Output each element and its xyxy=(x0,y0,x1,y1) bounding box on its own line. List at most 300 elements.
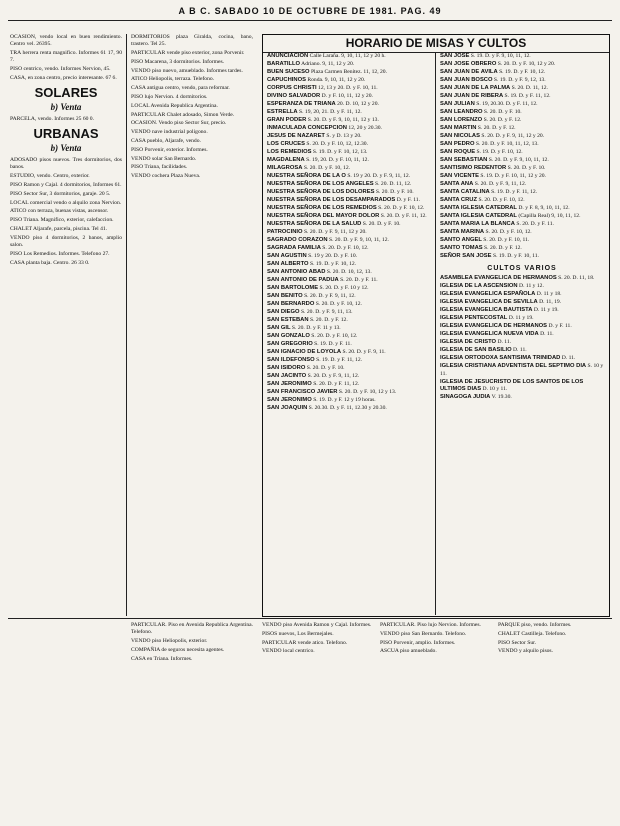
mass-entry xyxy=(440,77,604,84)
mass-entry-name: INMACULADA CONCEPCION xyxy=(267,125,347,131)
mass-entry-times: S. 20. D. y F. 10, 12. xyxy=(311,333,358,339)
mass-entry xyxy=(440,157,604,164)
mass-entry xyxy=(440,253,604,260)
mass-entry-times: D. 11. xyxy=(561,355,576,362)
mass-entry-name: SANTA CATALINA xyxy=(440,189,490,195)
mass-entry-name: SANTA IGLESIA CATEDRAL xyxy=(440,213,517,219)
mass-entry-name: IGLESIA DE JESUCRISTO DE LOS SANTOS DE LOS ULTIMOS DIAS xyxy=(440,378,584,392)
classified-ad: ADOSADO pisos nuevos. Tres dormitorios, dos banos. xyxy=(10,157,122,171)
mass-entry-times: (Capilla Real) 9, 10, 11, 12. xyxy=(518,213,581,219)
mass-entry-name: IGLESIA EVANGELICA BAUTISTA xyxy=(440,307,533,314)
mass-entry xyxy=(440,101,604,108)
mass-entry-name: IGLESIA DE CRISTO xyxy=(440,339,497,346)
page-header: A B C. SABADO 10 DE OCTUBRE DE 1981. PAG. 49 xyxy=(178,6,442,16)
classified-ad: VENDO local centrico. xyxy=(262,648,315,655)
mass-entry xyxy=(267,373,431,380)
classified-ad: PARQUE piso, vendo. Informes. xyxy=(498,622,572,628)
mass-entry-times: S. 20. D. y F. 10, 12 y 20. xyxy=(497,61,556,67)
horario-title: HORARIO DE MISAS Y CULTOS xyxy=(345,36,527,50)
classified-ad: VENDO piso San Bernardo. Telefono. xyxy=(380,630,467,637)
classified-ad: PISOS nuevos, Los Bermejales. xyxy=(262,630,334,637)
header-rule xyxy=(8,20,612,21)
classified-ad: PARTICULAR. Piso lujo Nervion. Informes. xyxy=(380,622,481,628)
classified-ad: PISO Los Remedios. Informes. Telefono 27. xyxy=(10,250,110,257)
mass-entry-name: IGLESIA DE SAN BASILIO xyxy=(440,347,512,354)
mass-entry xyxy=(267,325,431,332)
mass-entry-name: SAN LEANDRO xyxy=(440,109,483,115)
mass-entry-times: S. 20. D. y F. 12. xyxy=(309,317,348,323)
mass-entry xyxy=(440,109,604,116)
mass-entry-name: SANTA ANA xyxy=(440,181,474,187)
classified-ad: VENDO piso Avenida Ramon y Cajal. Informes. xyxy=(262,622,372,628)
mass-entry-times: S. 19. D. y F. 12 y 19 horas. xyxy=(313,397,376,403)
mass-entry-times: S. 20. D. y F. 10, 12, 12.30. xyxy=(306,141,368,147)
mass-entry-name: MILAGROSA xyxy=(267,165,303,171)
mass-entry-times: S. 20. D. y F. 10, 12. xyxy=(378,205,425,211)
mass-entry xyxy=(440,355,604,362)
mass-entry xyxy=(440,275,604,282)
mass-entry-times: S. y D. 13 y 20. xyxy=(326,133,362,139)
mass-entry xyxy=(267,381,431,388)
mass-entry-name: SAN JOSE xyxy=(440,53,470,59)
mass-entry-name: BUEN SUCESO xyxy=(267,69,310,75)
mass-entry-name: SAN BARTOLOME xyxy=(267,285,319,291)
mass-entry xyxy=(267,85,431,92)
mass-entry-times: S. 20. D. y F. 10, 12. xyxy=(315,301,362,307)
classified-ad: CHALET Castilleja. Telefono. xyxy=(498,630,567,637)
mass-entry-name: SAN JULIAN xyxy=(440,101,475,107)
mass-entry xyxy=(440,394,604,401)
mass-entry-times: D. 11, 19. xyxy=(539,299,562,306)
classified-ad: OCASION, vendo local en buen rendimiento. Centro vel. 26395. xyxy=(10,34,122,48)
mass-entry xyxy=(440,299,604,306)
mass-entry xyxy=(267,333,431,340)
mass-entry-times: S. 20. D. y F. 11, 12. xyxy=(313,381,360,387)
mass-entry xyxy=(267,349,431,356)
mass-entry-name: ESTRELLA xyxy=(267,109,298,115)
mass-entry-times: S. 19. D. y F. 9, 12, 13. xyxy=(493,77,546,83)
mass-entry-times: S. 20. D. y F. 12. xyxy=(484,245,522,251)
mass-entry-times: S. 19, 20.30. D. y F. 11, 12. xyxy=(476,101,538,107)
section-solares-sub: b) Venta xyxy=(50,102,82,112)
mass-entry-name: DIVINO SALVADOR xyxy=(267,93,321,99)
mass-entry xyxy=(267,77,431,84)
mass-entry-name: SAN DIEGO xyxy=(267,309,300,315)
mass-entry xyxy=(440,245,604,252)
mass-entry-times: S. 20. D. y F. 9, 11, 12 y 20. xyxy=(303,229,367,235)
mass-entry xyxy=(267,101,431,108)
mass-entry-name: NUESTRA SEÑORA DE LOS ANGELES xyxy=(267,181,374,187)
mass-entry-times: S. 20. D. y F. 9, 10, 11, 12. xyxy=(488,157,549,163)
mass-entry-name: SAN IGNACIO DE LOYOLA xyxy=(267,349,342,355)
mass-entry xyxy=(440,363,604,377)
mass-entry xyxy=(267,197,431,204)
mass-entry-times: Plaza Carmen Benitez. 11, 12, 20. xyxy=(310,69,388,75)
mass-entry-times: 12, 20 y 20.30. xyxy=(348,125,382,131)
mass-entry-times: Adriano. 9, 11, 12 y 20. xyxy=(301,61,355,67)
mass-entry-name: SAGRADA FAMILIA xyxy=(267,245,321,251)
mass-entry-name: ASAMBLEA EVANGELICA DE HERMANOS xyxy=(440,275,557,282)
mass-entry xyxy=(267,133,431,140)
mass-entry-name: SANTA MARIA LA BLANCA xyxy=(440,221,515,227)
mass-entry-times: V. 19.30. xyxy=(491,393,512,400)
mass-entry-name: SAN JUAN DE AVILA xyxy=(440,69,498,75)
mass-entry-times: D. 11 y 19. xyxy=(508,315,534,322)
mass-entry xyxy=(267,189,431,196)
mass-entry-times: S. 20. D. y F. 10, 12. xyxy=(485,229,532,235)
horario-box xyxy=(262,34,610,617)
mass-entry-times: S. 19. D. y F. 10, 12. xyxy=(499,69,546,75)
mass-entry xyxy=(267,229,431,236)
mass-entry-name: CORPUS CHRISTI xyxy=(267,85,317,91)
mass-entry-times: D. 11. xyxy=(540,331,554,338)
mass-entry-name: IGLESIA EVANGELICA DE SEVILLA xyxy=(440,299,538,306)
mass-entry xyxy=(267,125,431,132)
mass-entry-name: SEÑOR SAN JOSE xyxy=(440,253,492,259)
mass-entry-name: NUESTRA SEÑORA DE LA O xyxy=(267,173,346,179)
classified-ad: DORMITORIOS plaza Giralda, cocina, bano, trastero. Tel 25. xyxy=(131,34,253,48)
mass-entry xyxy=(267,357,431,364)
mass-entry-name: SAN FRANCISCO JAVIER xyxy=(267,389,338,395)
mass-entry-times: Ronda. 9, 10, 11, 12 y 20. xyxy=(307,77,366,83)
mass-entry xyxy=(267,253,431,260)
classified-ad: VENDO piso nuevo, amueblado. Informes tardes. xyxy=(131,67,243,74)
mass-entry-times: D. 10 y 11. xyxy=(482,385,508,392)
classified-ad: PISO Macarena, 3 dormitorios. Informes. xyxy=(131,58,225,65)
mass-entry-times: S. 20. D. y F. 11, 12. xyxy=(380,213,427,219)
classified-ad: PISO centrico, vendo. Informes Nervion, 45. xyxy=(10,66,111,72)
mass-entry xyxy=(267,221,431,228)
mass-entry-name: SAN ALBERTO xyxy=(267,261,309,267)
mass-entry-times: S. 10 y 11. xyxy=(440,363,604,377)
classified-ad: PARCELA, vendo. Informes 25 60 0. xyxy=(10,116,95,122)
mass-entry xyxy=(440,165,604,172)
mass-entry-name: SANTA MARINA xyxy=(440,229,485,235)
mass-entry-times: S. 19. D. y F. 11, 12. xyxy=(504,93,551,99)
mass-entry xyxy=(267,341,431,348)
mass-entry-times: S. 19 y 20. D. y F. 10. xyxy=(308,253,358,259)
mass-entry xyxy=(267,405,431,412)
mass-entry xyxy=(440,69,604,76)
mass-entry xyxy=(267,309,431,316)
mass-entry-name: BARATILLO xyxy=(267,61,301,67)
mass-entry-times: D. y F. 11. xyxy=(396,197,420,203)
mass-entry xyxy=(267,237,431,244)
mass-entry-name: SAN ANTONIO DE PADUA xyxy=(267,277,339,283)
mass-entry xyxy=(440,149,604,156)
mass-entry xyxy=(440,213,604,220)
mass-entry-name: NUESTRA SEÑORA DEL MAYOR DOLOR xyxy=(267,213,380,219)
mass-entry-name: NUESTRA SEÑORA DE LOS DOLORES xyxy=(267,189,375,195)
classified-ad: PARTICULAR vende piso exterior, zona Porvenir. xyxy=(131,50,245,56)
mass-entry-times: S. 19. D. y F. 9, 10, 11, 12. xyxy=(470,53,531,59)
mass-entry xyxy=(440,61,604,68)
mass-entry-name: NUESTRA SEÑORA DE LOS DESAMPARADOS xyxy=(267,197,396,203)
mass-entry xyxy=(440,347,604,354)
mass-entry-name: SAN JOSE OBRERO xyxy=(440,61,497,67)
mass-entry-times: S. 20. D. 11, 18. xyxy=(558,275,595,282)
classified-ad: LOCAL comercial vendo o alquilo zona Nervion. xyxy=(10,199,122,206)
classified-ad: CASA pueblo, Aljarafe, vendo. xyxy=(131,137,201,144)
mass-entry-name: SAN JUAN DE RIBERA xyxy=(440,93,504,99)
mass-entry-name: SAN LORENZO xyxy=(440,117,483,123)
mass-entry-name: SAN ILDEFONSO xyxy=(267,357,315,363)
mass-entry xyxy=(440,379,604,393)
mass-entry-times: S. 20. D. y F. 9, 11, 13. xyxy=(300,309,353,315)
mass-entry-times: Calle Laraña. 9, 10, 11, 12 y 20 h. xyxy=(309,53,386,59)
mass-entry-times: S. 20. D. y F. 11 y 13. xyxy=(291,325,341,331)
mass-entry-name: JESUS DE NAZARET xyxy=(267,133,325,139)
mass-entry-times: S. 20. D. y F. 9, 11, 12 y 20. xyxy=(481,133,545,139)
mass-entry xyxy=(440,85,604,92)
mass-entry-times: S. 20. D. y F. 9, 11, 12. xyxy=(304,293,356,299)
mass-entry-name: ESPERANZA DE TRIANA xyxy=(267,101,336,107)
classifieds-column-1 xyxy=(10,34,122,616)
horario-divider xyxy=(435,53,436,615)
mass-entry-name: SAN PEDRO xyxy=(440,141,475,147)
mass-entry-name: MAGDALENA xyxy=(267,157,305,163)
mass-entry-name: SAN GIL xyxy=(267,325,291,331)
classified-ad: CASA planta baja. Centro. 26 33 0. xyxy=(10,259,90,266)
mass-entry-times: S. 20. D. y F. 10. xyxy=(483,109,522,115)
mass-entry xyxy=(267,117,431,124)
mass-entry xyxy=(440,189,604,196)
mass-entry-name: CAPUCHINOS xyxy=(267,77,306,83)
classified-ad: VENDO nave industrial poligono. xyxy=(131,129,208,136)
mass-entry xyxy=(440,291,604,298)
mass-entry xyxy=(440,237,604,244)
mass-entry-times: S. 19, 20, 21. D. y F. 11, 12. xyxy=(299,109,362,115)
mass-entry-name: LOS REMEDIOS xyxy=(267,149,312,155)
mass-entry-name: SAN JUAN DE LA PALMA xyxy=(440,85,511,91)
classified-ad: LOCAL Avenida Republica Argentina. xyxy=(131,102,218,109)
cultos-varios-title: CULTOS VARIOS xyxy=(487,265,557,273)
mass-entry-times: S. 20. D. y F. 10, 12. xyxy=(303,165,351,171)
mass-entry-times: D. 11 y 19. xyxy=(533,307,559,314)
classified-ad: OCASION. Vendo piso Sector Sur, precio. xyxy=(131,120,227,127)
mass-entry-name: ANUNCIACION xyxy=(267,53,309,59)
mass-entry-times: D. 11 y 18. xyxy=(536,291,562,298)
mass-entry-times: D. y F. 10, 11, 12 y 20. xyxy=(321,93,373,99)
mass-entry-name: SAN BERNARDO xyxy=(267,301,315,307)
mass-entry xyxy=(440,221,604,228)
mass-entry-times: D. y F. 8, 9, 10, 11, 12. xyxy=(518,205,570,211)
classified-ad: ATICO con terraza, buenas vistas, ascensor. xyxy=(10,208,109,215)
classified-ad: CHALET Aljarafe, parcela, piscina. Tel 41. xyxy=(10,225,108,232)
classified-ad: PISO lujo Nervion. 4 dormitorios. xyxy=(131,93,208,100)
mass-entry xyxy=(267,365,431,372)
mass-entry xyxy=(440,197,604,204)
mass-entry-name: SAN GONZALO xyxy=(267,333,310,339)
mass-entry-name: SANTA IGLESIA CATEDRAL xyxy=(440,205,517,211)
mass-entry xyxy=(267,269,431,276)
mass-entry-times: S. 20. D. 10, 12, 13. xyxy=(326,269,372,275)
mass-entry-name: SINAGOGA JUDIA xyxy=(440,393,491,400)
mass-entry-times: D. y F. 11. xyxy=(548,323,572,330)
mass-entry-name: SANTO TOMAS xyxy=(440,245,483,251)
classified-ad: CASA, en zona centro, precio interesante. 67 6. xyxy=(10,74,117,81)
mass-entry xyxy=(267,69,431,76)
mass-entry-times: S. 20. D. y F. 10, 12. xyxy=(478,197,525,203)
mass-entry-name: SAGRADO CORAZON xyxy=(267,237,328,243)
mass-entry xyxy=(267,285,431,292)
mass-entry-name: IGLESIA EVANGELICA NUEVA VIDA xyxy=(440,331,539,338)
mass-entry-times: D. 11. xyxy=(497,339,512,346)
mass-entry xyxy=(440,141,604,148)
mass-entry xyxy=(267,61,431,68)
mass-entry-name: NUESTRA SEÑORA DE LOS REMEDIOS xyxy=(267,205,377,211)
mass-entry-name: LOS CRUCES xyxy=(267,141,306,147)
mass-entry xyxy=(267,149,431,156)
classified-ad: PARTICULAR. Piso en Avenida Republica Argentina. Telefono. xyxy=(131,622,253,636)
mass-entry-name: SAN JERONIMO xyxy=(267,381,312,387)
classified-ad: PISO Sector Sur, 3 dormitorios, garaje. 20 5. xyxy=(10,190,111,197)
mass-entry xyxy=(440,331,604,338)
mass-entry-name: IGLESIA EVANGELICA DE HERMANOS xyxy=(440,323,548,330)
horario-right-column xyxy=(440,53,604,613)
mass-entry xyxy=(267,245,431,252)
mass-entry-times: S. 20. D. y F. 10. xyxy=(507,165,546,171)
mass-entry-name: SAN JACINTO xyxy=(267,373,307,379)
classified-ad: ATICO Heliopolis, terraza. Telefono. xyxy=(131,76,215,83)
mass-entry-name: SAN ESTEBAN xyxy=(267,317,309,323)
mass-entry xyxy=(440,315,604,322)
mass-entry xyxy=(440,205,604,212)
classified-ad: ASCUA piso amueblado. xyxy=(380,648,437,655)
mass-entry xyxy=(267,389,431,396)
bottom-column-4 xyxy=(498,622,610,818)
bottom-column-2 xyxy=(262,622,374,818)
mass-entry xyxy=(440,125,604,132)
mass-entry-times: S. 20. D. y F. 9, 11, 12. xyxy=(474,181,527,187)
mass-entry xyxy=(440,339,604,346)
bottom-column-1 xyxy=(131,622,253,818)
mass-entry-times: S. 20. D. y F. 11. xyxy=(340,277,378,283)
classified-ad: VENDO cochera Plaza Nueva. xyxy=(131,173,201,180)
mass-entry-name: SANTISIMO REDENTOR xyxy=(440,165,507,171)
mass-entry-name: IGLESIA CRISTIANA ADVENTISTA DEL SEPTIMO DIA xyxy=(440,363,587,370)
mass-entry-name: SANTA CRUZ xyxy=(440,197,478,203)
classified-ad: PISO Triana, facilidades. xyxy=(131,164,188,171)
mass-entry-times: S. 20. D. y F. 9, 10, 11, 12. xyxy=(328,237,389,243)
mass-entry xyxy=(267,157,431,164)
mass-entry-name: SAN JUAN BOSCO xyxy=(440,77,493,83)
classified-ad: VENDO y alquilo pisos. xyxy=(498,648,554,655)
mass-entry-name: SAN BENITO xyxy=(267,293,303,299)
mass-entry-name: SAN ISIDORO xyxy=(267,365,306,371)
mass-entry-name: GRAN PODER xyxy=(267,117,307,123)
mass-entry xyxy=(440,307,604,314)
classified-ad: PISO Ramon y Cajal. 4 dormitorios, Informes 61. xyxy=(10,182,122,188)
mass-entry-name: SANTO ANGEL xyxy=(440,237,482,243)
mass-entry xyxy=(267,165,431,172)
classified-ad: PISO Triana. Magnifico, exterior, calefaccion. xyxy=(10,217,114,224)
mass-entry-name: IGLESIA DE LA ASCENSION xyxy=(440,283,518,290)
classified-ad: VENDO piso 4 dormitorios, 2 banos, amplio salon. xyxy=(10,234,122,248)
classified-ad: CASA antigua centro, vendo, para reformar. xyxy=(131,85,230,92)
mass-entry-times: S. 20.30. D. y F. 11, 12.30 y 20.30. xyxy=(308,405,387,411)
mass-entry-times: S. 20. D. y F. 10, 11, 12, 13. xyxy=(475,141,539,147)
mass-entry-times: S. 19. D. y F. 11, 12. xyxy=(316,357,363,363)
mass-entry-name: SAN AGUSTIN xyxy=(267,253,307,259)
mass-entry-times: S. 20. D. y F. 10. xyxy=(375,189,414,195)
classified-ad: PISO Sector Sur. xyxy=(498,639,537,646)
section-urbanas: URBANAS xyxy=(33,126,99,142)
mass-entry xyxy=(267,53,431,60)
mass-entry-times: S. 20. D. y F. 12. xyxy=(477,125,516,131)
mass-entry-name: IGLESIA ORTODOXA SANTISIMA TRINIDAD xyxy=(440,355,561,362)
mass-entry-times: S. 20. D. y F. 9, 11. xyxy=(342,349,386,355)
mass-entry xyxy=(440,53,604,60)
mass-entry xyxy=(267,205,431,212)
classifieds-column-2 xyxy=(131,34,253,616)
mass-entry xyxy=(440,117,604,124)
mass-entry-name: SAN JOAQUIN xyxy=(267,405,308,411)
mass-entry-name: SAN SEBASTIAN xyxy=(440,157,488,163)
mass-entry xyxy=(267,213,431,220)
mass-entry-name: SAN ANTONIO ABAD xyxy=(267,269,326,275)
mass-entry-name: IGLESIA EVANGELICA ESPAÑOLA xyxy=(440,291,536,298)
mass-entry-times: S. 20. D. y F. 10. xyxy=(362,221,401,227)
bottom-rule xyxy=(8,618,612,619)
mass-entry-times: S. 20. D. y F. 9, 10, 11, 12 y 13. xyxy=(307,117,379,123)
mass-entry-times: S. 19. D. y F. 10, 12. xyxy=(309,261,357,267)
mass-entry-name: SAN NICOLAS xyxy=(440,133,480,139)
mass-entry-times: S. 20. D. y F. 9, 11, 12. xyxy=(307,373,360,379)
section-solares: SOLARES xyxy=(34,85,98,100)
mass-entry-times: S. 19. D. y F. 10, 11, 12 y 20. xyxy=(480,173,546,179)
mass-entry-times: S. 19. D. y F. 10, 12. xyxy=(476,149,523,155)
mass-entry-times: D. 11 y 12. xyxy=(519,283,544,290)
mass-entry-name: PATROCINIO xyxy=(267,229,303,235)
mass-entry-times: S. 20. D. y F. 11. xyxy=(516,221,554,227)
horario-left-column xyxy=(267,53,431,613)
mass-entry-times: S. 19. D. y F. 11. xyxy=(314,341,352,347)
classified-ad: COMPAÑIA de seguros necesita agentes. xyxy=(131,646,225,653)
mass-entry-times: 12, 13 y 20. D. y F. 10, 11. xyxy=(318,85,378,91)
mass-entry-times: S. 19. D. y F. 11, 12. xyxy=(491,189,538,195)
mass-entry-name: SAN MARTIN xyxy=(440,125,477,131)
classified-ad: ESTUDIO, vendo. Centro, exterior. xyxy=(10,173,90,180)
mass-entry-times: S. 20. D. y F. 10. xyxy=(306,365,345,371)
mass-entry xyxy=(267,277,431,284)
classified-ad: PISO Porvenir, amplio. Informes. xyxy=(380,639,456,646)
mass-entry xyxy=(267,109,431,116)
mass-entry xyxy=(440,283,604,290)
mass-entry-times: S. 19 y 20. D. y F. 9, 11, 12. xyxy=(347,173,411,179)
mass-entry xyxy=(267,181,431,188)
mass-entry-times: 20. D. 10, 12 y 20. xyxy=(337,101,379,107)
mass-entry-name: SAN ROQUE xyxy=(440,149,476,155)
mass-entry xyxy=(267,317,431,324)
mass-entry-times: S. 19. D. y F. 10, 12, 13. xyxy=(312,149,368,155)
mass-entry-times: S. 20. D. y F. 10 y 12. xyxy=(319,285,369,291)
classified-ad: PISO Porvenir, exterior. Informes. xyxy=(131,146,208,153)
mass-entry-name: NUESTRA SEÑORA DE LA SALUD xyxy=(267,221,362,227)
classified-ad: CASA en Triana. Informes. xyxy=(131,655,193,662)
mass-entry-times: S. 20. D. y F. 12. xyxy=(483,117,522,123)
mass-entry xyxy=(440,173,604,180)
mass-entry-times: S. 19, 20. D. y F. 10, 11, 12. xyxy=(306,157,369,163)
mass-entry xyxy=(267,93,431,100)
classified-ad: VENDO piso Heliopolis, exterior. xyxy=(131,638,208,644)
mass-entry-name: SAN GREGORIO xyxy=(267,341,313,347)
mass-entry-times: S. 20. D. 11, 12. xyxy=(375,181,412,187)
classified-ad: VENDO solar San Bernardo. xyxy=(131,155,197,162)
mass-entry-times: D. 11. xyxy=(513,347,527,354)
mass-entry xyxy=(267,141,431,148)
mass-entry xyxy=(267,397,431,404)
